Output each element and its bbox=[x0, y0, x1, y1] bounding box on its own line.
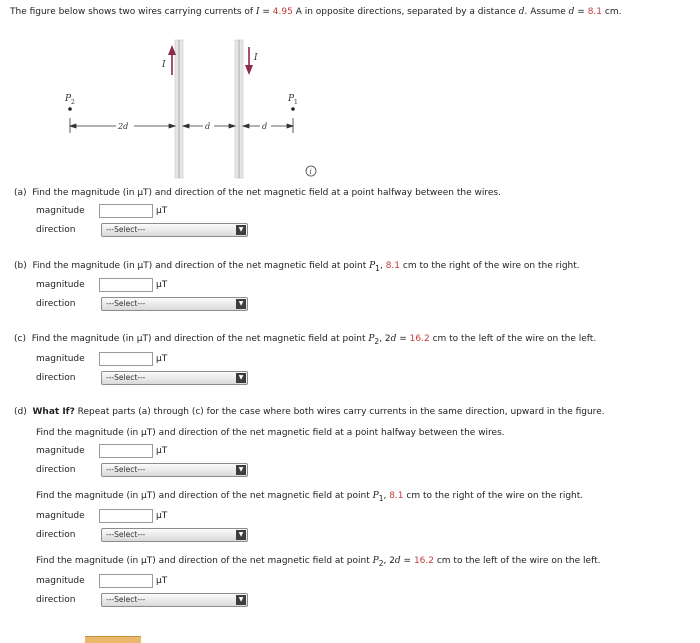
part-b-text: Find the magnitude (in μT) and direction of the net magnetic field at point bbox=[32, 261, 370, 271]
part-a-magnitude-input[interactable] bbox=[99, 204, 153, 218]
svg-text:i: i bbox=[309, 168, 312, 176]
part-c-letter: (c) bbox=[14, 334, 26, 344]
chevron-down-icon: ▼ bbox=[236, 299, 246, 309]
label-2d: 2d bbox=[118, 122, 129, 131]
chevron-down-icon: ▼ bbox=[236, 373, 246, 383]
label-I-left: I bbox=[162, 60, 166, 70]
intro-text: The figure below shows two wires carrying currents of bbox=[10, 7, 256, 17]
chevron-down-icon: ▼ bbox=[236, 530, 246, 540]
part-d-q2-magnitude-input[interactable] bbox=[99, 509, 153, 523]
label-P1: P bbox=[288, 94, 295, 104]
select-text: ---Select--- bbox=[106, 373, 146, 382]
equals-2: = bbox=[574, 7, 588, 17]
part-b-point-sub: 1 bbox=[375, 263, 380, 273]
part-b-text-2: cm to the right of the wire on the right. bbox=[400, 261, 580, 271]
part-d-q2-comma: , bbox=[383, 491, 390, 501]
part-d-q2-direction-select[interactable] bbox=[101, 528, 248, 542]
part-b-direction-select[interactable] bbox=[101, 297, 248, 311]
part-c-text-mid: , 2 bbox=[379, 334, 391, 344]
part-c-direction-label: direction bbox=[36, 373, 76, 383]
info-icon[interactable] bbox=[306, 166, 316, 176]
part-d-q2-point-sub: 1 bbox=[378, 493, 384, 503]
part-d-text: Repeat parts (a) through (c) for the case where both wires carry currents in the same direction, upward in the figure. bbox=[74, 407, 605, 417]
part-c-text-2: cm to the left of the wire on the left. bbox=[429, 334, 597, 344]
current-value: 4.95 bbox=[272, 7, 293, 17]
part-d-q2-text-2: cm to the right of the wire on the right. bbox=[403, 491, 584, 501]
var-distance: d bbox=[518, 7, 525, 17]
distance-value: 8.1 bbox=[587, 7, 603, 17]
equals: = bbox=[259, 7, 273, 17]
part-b-magnitude-label: magnitude bbox=[36, 280, 85, 290]
part-d-q3-point: P bbox=[372, 556, 379, 566]
part-c-question bbox=[14, 334, 596, 346]
point-P2 bbox=[68, 107, 72, 111]
part-a-text: Find the magnitude (in μT) and direction of the net magnetic field at a point halfway between the wires. bbox=[32, 188, 501, 198]
part-d-question bbox=[14, 407, 605, 417]
part-d-q3-magnitude-input[interactable] bbox=[99, 574, 153, 588]
part-d-q2-direction-label: direction bbox=[36, 530, 76, 540]
point-P1 bbox=[291, 107, 295, 111]
part-d-q3-text: Find the magnitude (in μT) and direction of the net magnetic field at point bbox=[36, 556, 373, 566]
chevron-down-icon: ▼ bbox=[236, 225, 246, 235]
select-text: ---Select--- bbox=[106, 465, 146, 474]
select-text: ---Select--- bbox=[106, 530, 146, 539]
part-a-direction-select[interactable] bbox=[101, 223, 248, 237]
part-d-q3-value: 16.2 bbox=[413, 556, 434, 566]
part-a-letter: (a) bbox=[14, 188, 27, 198]
label-d-right: d bbox=[262, 122, 268, 131]
part-d-q3-magnitude-label: magnitude bbox=[36, 576, 85, 586]
select-text: ---Select--- bbox=[106, 299, 146, 308]
part-d-q3-equals: = bbox=[400, 556, 414, 566]
label-P2-sub: 2 bbox=[71, 99, 75, 106]
part-d-q1-direction-label: direction bbox=[36, 465, 76, 475]
part-c-value: 16.2 bbox=[409, 334, 430, 344]
part-d-q3-point-sub: 2 bbox=[378, 558, 384, 568]
part-c-magnitude-label: magnitude bbox=[36, 354, 85, 364]
part-c-equals: = bbox=[396, 334, 410, 344]
part-d-letter: (d) bbox=[14, 407, 27, 417]
part-a-unit: μT bbox=[156, 206, 168, 216]
part-b-magnitude-input[interactable] bbox=[99, 278, 153, 292]
part-c-direction-select[interactable] bbox=[101, 371, 248, 385]
select-text: ---Select--- bbox=[106, 225, 146, 234]
part-c-unit: μT bbox=[156, 354, 168, 364]
part-d-q1: Find the magnitude (in μT) and direction of the net magnetic field at a point halfway between the wires. bbox=[36, 428, 505, 438]
part-d-q3 bbox=[36, 556, 600, 568]
part-a-magnitude-label: magnitude bbox=[36, 206, 85, 216]
part-c-var-d: d bbox=[390, 334, 397, 344]
part-b-question bbox=[14, 261, 580, 273]
part-d-q3-text-mid: , 2 bbox=[383, 556, 395, 566]
part-d-q1-magnitude-label: magnitude bbox=[36, 446, 85, 456]
part-d-q3-var-d: d bbox=[394, 556, 401, 566]
part-d-q2-unit: μT bbox=[156, 511, 168, 521]
part-b-value: 8.1 bbox=[385, 261, 401, 271]
part-d-q3-direction-select[interactable] bbox=[101, 593, 248, 607]
part-d-q1-unit: μT bbox=[156, 446, 168, 456]
chevron-down-icon: ▼ bbox=[236, 465, 246, 475]
intro-text-2: A in opposite directions, separated by a distance bbox=[292, 7, 519, 17]
var-current: I bbox=[255, 7, 260, 17]
label-d-middle: d bbox=[205, 122, 211, 131]
intro-text-3: . Assume bbox=[524, 7, 569, 17]
label-P1-sub: 1 bbox=[294, 99, 298, 106]
var-distance-2: d bbox=[568, 7, 575, 17]
part-a-question bbox=[14, 188, 501, 198]
part-d-q1-direction-select[interactable] bbox=[101, 463, 248, 477]
part-d-q2-point: P bbox=[372, 491, 379, 501]
select-text: ---Select--- bbox=[106, 595, 146, 604]
label-I-right: I bbox=[254, 53, 258, 63]
current-down-arrow-icon bbox=[245, 47, 253, 75]
part-b-direction-label: direction bbox=[36, 299, 76, 309]
wires-figure bbox=[0, 0, 700, 185]
label-P2: P bbox=[65, 94, 72, 104]
part-b-point: P bbox=[369, 261, 376, 271]
part-d-q3-unit: μT bbox=[156, 576, 168, 586]
part-b-comma: , bbox=[379, 261, 386, 271]
part-c-point: P bbox=[368, 334, 375, 344]
intro-unit: cm. bbox=[602, 7, 622, 17]
part-c-point-sub: 2 bbox=[374, 336, 380, 346]
part-b-unit: μT bbox=[156, 280, 168, 290]
part-c-text: Find the magnitude (in μT) and direction of the net magnetic field at point bbox=[31, 334, 369, 344]
part-d-q3-text-2: cm to the left of the wire on the left. bbox=[434, 556, 601, 566]
part-d-what-if: What If? bbox=[32, 407, 75, 417]
chevron-down-icon: ▼ bbox=[236, 595, 246, 605]
part-d-q1-magnitude-input[interactable] bbox=[99, 444, 153, 458]
part-b-letter: (b) bbox=[14, 261, 27, 271]
part-d-q2 bbox=[36, 491, 583, 503]
part-d-q2-magnitude-label: magnitude bbox=[36, 511, 85, 521]
part-d-q2-value: 8.1 bbox=[389, 491, 404, 501]
part-a-direction-label: direction bbox=[36, 225, 76, 235]
part-d-q2-text: Find the magnitude (in μT) and direction of the net magnetic field at point bbox=[36, 491, 373, 501]
part-c-magnitude-input[interactable] bbox=[99, 352, 153, 366]
part-d-q3-direction-label: direction bbox=[36, 595, 76, 605]
